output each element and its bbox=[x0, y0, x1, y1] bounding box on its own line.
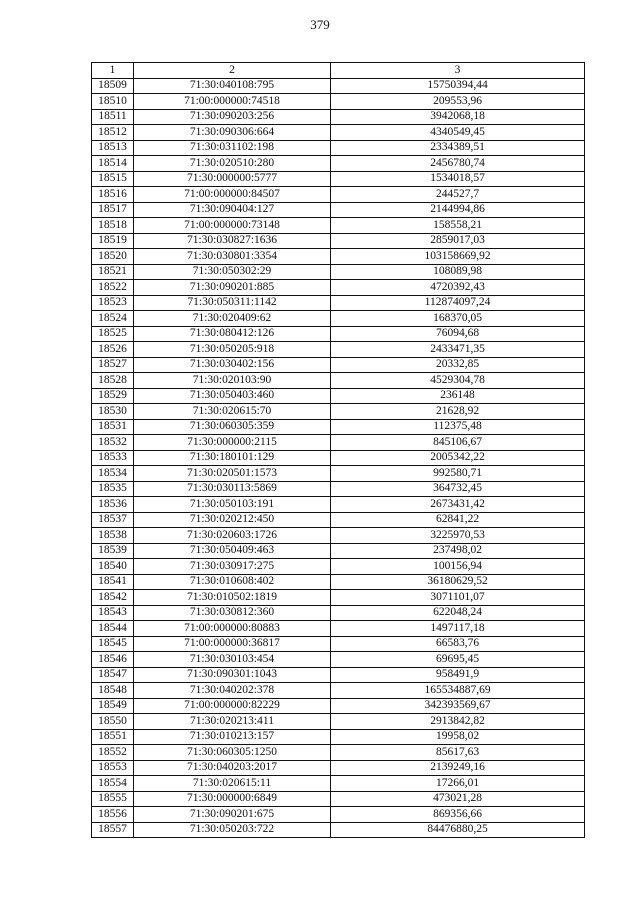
row-number-cell: 18517 bbox=[92, 202, 134, 218]
table-row bbox=[92, 342, 585, 358]
value-cell: 62841,22 bbox=[331, 512, 585, 528]
cadastral-number-cell: 71:30:010502:1819 bbox=[134, 590, 331, 606]
row-number-cell: 18540 bbox=[92, 559, 134, 575]
cadastral-number-cell: 71:30:090201:675 bbox=[134, 807, 331, 823]
row-number-cell: 18529 bbox=[92, 388, 134, 404]
value-cell: 100156,94 bbox=[331, 559, 585, 575]
row-number-cell: 18555 bbox=[92, 791, 134, 807]
cadastral-number-cell: 71:00:000000:82229 bbox=[134, 698, 331, 714]
table-row bbox=[92, 295, 585, 311]
table-row bbox=[92, 574, 585, 590]
page-number: 379 bbox=[310, 17, 330, 32]
cadastral-number-cell: 71:30:031102:198 bbox=[134, 140, 331, 156]
table-row bbox=[92, 760, 585, 776]
column-header: 1 bbox=[92, 63, 134, 79]
row-number-cell: 18543 bbox=[92, 605, 134, 621]
table-row bbox=[92, 404, 585, 420]
cadastral-number-cell: 71:30:020501:1573 bbox=[134, 466, 331, 482]
table-row bbox=[92, 652, 585, 668]
row-number-cell: 18535 bbox=[92, 481, 134, 497]
row-number-cell: 18512 bbox=[92, 125, 134, 141]
value-cell: 17266,01 bbox=[331, 776, 585, 792]
value-cell: 1534018,57 bbox=[331, 171, 585, 187]
cadastral-number-cell: 71:30:030827:1636 bbox=[134, 233, 331, 249]
cadastral-number-cell: 71:30:030812:360 bbox=[134, 605, 331, 621]
row-number-cell: 18557 bbox=[92, 822, 134, 838]
cadastral-number-cell: 71:00:000000:36817 bbox=[134, 636, 331, 652]
cadastral-number-cell: 71:30:050311:1142 bbox=[134, 295, 331, 311]
value-cell: 2673431,42 bbox=[331, 497, 585, 513]
cadastral-number-cell: 71:30:000000:5777 bbox=[134, 171, 331, 187]
value-cell: 3942068,18 bbox=[331, 109, 585, 125]
cadastral-number-cell: 71:00:000000:80883 bbox=[134, 621, 331, 637]
table-row bbox=[92, 621, 585, 637]
row-number-cell: 18510 bbox=[92, 94, 134, 110]
value-cell: 76094,68 bbox=[331, 326, 585, 342]
value-cell: 20332,85 bbox=[331, 357, 585, 373]
value-cell: 209553,96 bbox=[331, 94, 585, 110]
cadastral-number-cell: 71:30:180101:129 bbox=[134, 450, 331, 466]
row-number-cell: 18542 bbox=[92, 590, 134, 606]
table-row bbox=[92, 218, 585, 234]
table-row bbox=[92, 326, 585, 342]
data-table bbox=[91, 62, 585, 838]
cadastral-number-cell: 71:30:040203:2017 bbox=[134, 760, 331, 776]
value-cell: 84476880,25 bbox=[331, 822, 585, 838]
cadastral-number-cell: 71:30:030917:275 bbox=[134, 559, 331, 575]
value-cell: 869356,66 bbox=[331, 807, 585, 823]
table-row bbox=[92, 822, 585, 838]
value-cell: 19958,02 bbox=[331, 729, 585, 745]
row-number-cell: 18547 bbox=[92, 667, 134, 683]
row-number-cell: 18537 bbox=[92, 512, 134, 528]
table-body bbox=[92, 78, 585, 838]
cadastral-number-cell: 71:30:090404:127 bbox=[134, 202, 331, 218]
row-number-cell: 18519 bbox=[92, 233, 134, 249]
cadastral-number-cell: 71:30:020615:11 bbox=[134, 776, 331, 792]
cadastral-number-cell: 71:00:000000:84507 bbox=[134, 187, 331, 203]
table-row bbox=[92, 745, 585, 761]
table-row bbox=[92, 435, 585, 451]
table-row bbox=[92, 202, 585, 218]
cadastral-number-cell: 71:30:000000:2115 bbox=[134, 435, 331, 451]
row-number-cell: 18527 bbox=[92, 357, 134, 373]
value-cell: 992580,71 bbox=[331, 466, 585, 482]
value-cell: 4720392,43 bbox=[331, 280, 585, 296]
table-row bbox=[92, 559, 585, 575]
value-cell: 112375,48 bbox=[331, 419, 585, 435]
value-cell: 2433471,35 bbox=[331, 342, 585, 358]
column-header: 3 bbox=[331, 63, 585, 79]
row-number-cell: 18551 bbox=[92, 729, 134, 745]
table-row bbox=[92, 450, 585, 466]
value-cell: 2913842,82 bbox=[331, 714, 585, 730]
table-row bbox=[92, 78, 585, 94]
cadastral-number-cell: 71:30:030113:5869 bbox=[134, 481, 331, 497]
row-number-cell: 18532 bbox=[92, 435, 134, 451]
value-cell: 244527,7 bbox=[331, 187, 585, 203]
cadastral-number-cell: 71:30:020615:70 bbox=[134, 404, 331, 420]
cadastral-number-cell: 71:30:090201:885 bbox=[134, 280, 331, 296]
value-cell: 3071101,07 bbox=[331, 590, 585, 606]
table-row bbox=[92, 729, 585, 745]
row-number-cell: 18553 bbox=[92, 760, 134, 776]
value-cell: 66583,76 bbox=[331, 636, 585, 652]
value-cell: 237498,02 bbox=[331, 543, 585, 559]
cadastral-number-cell: 71:30:060305:1250 bbox=[134, 745, 331, 761]
row-number-cell: 18520 bbox=[92, 249, 134, 265]
cadastral-number-cell: 71:30:000000:6849 bbox=[134, 791, 331, 807]
cadastral-number-cell: 71:30:020409:62 bbox=[134, 311, 331, 327]
value-cell: 15750394,44 bbox=[331, 78, 585, 94]
row-number-cell: 18536 bbox=[92, 497, 134, 513]
value-cell: 845106,67 bbox=[331, 435, 585, 451]
table-row bbox=[92, 171, 585, 187]
cadastral-number-cell: 71:30:020103:90 bbox=[134, 373, 331, 389]
cadastral-number-cell: 71:30:050403:460 bbox=[134, 388, 331, 404]
row-number-cell: 18528 bbox=[92, 373, 134, 389]
row-number-cell: 18554 bbox=[92, 776, 134, 792]
cadastral-number-cell: 71:30:020603:1726 bbox=[134, 528, 331, 544]
row-number-cell: 18539 bbox=[92, 543, 134, 559]
value-cell: 1497117,18 bbox=[331, 621, 585, 637]
value-cell: 2859017,03 bbox=[331, 233, 585, 249]
row-number-cell: 18522 bbox=[92, 280, 134, 296]
table-row bbox=[92, 94, 585, 110]
cadastral-number-cell: 71:30:030103:454 bbox=[134, 652, 331, 668]
table-row bbox=[92, 776, 585, 792]
value-cell: 158558,21 bbox=[331, 218, 585, 234]
row-number-cell: 18515 bbox=[92, 171, 134, 187]
table-row bbox=[92, 528, 585, 544]
cadastral-number-cell: 71:30:050205:918 bbox=[134, 342, 331, 358]
row-number-cell: 18550 bbox=[92, 714, 134, 730]
table-row bbox=[92, 791, 585, 807]
table-row bbox=[92, 466, 585, 482]
table-row bbox=[92, 605, 585, 621]
row-number-cell: 18516 bbox=[92, 187, 134, 203]
row-number-cell: 18524 bbox=[92, 311, 134, 327]
row-number-cell: 18518 bbox=[92, 218, 134, 234]
cadastral-number-cell: 71:30:090203:256 bbox=[134, 109, 331, 125]
table-row bbox=[92, 698, 585, 714]
table-header-row bbox=[92, 63, 585, 79]
cadastral-number-cell: 71:30:020213:411 bbox=[134, 714, 331, 730]
row-number-cell: 18541 bbox=[92, 574, 134, 590]
cadastral-number-cell: 71:30:060305:359 bbox=[134, 419, 331, 435]
row-number-cell: 18514 bbox=[92, 156, 134, 172]
table-row bbox=[92, 543, 585, 559]
cadastral-number-cell: 71:30:090301:1043 bbox=[134, 667, 331, 683]
table-row bbox=[92, 590, 585, 606]
row-number-cell: 18521 bbox=[92, 264, 134, 280]
cadastral-number-cell: 71:30:050203:722 bbox=[134, 822, 331, 838]
row-number-cell: 18538 bbox=[92, 528, 134, 544]
table-row bbox=[92, 807, 585, 823]
value-cell: 4340549,45 bbox=[331, 125, 585, 141]
table-row bbox=[92, 249, 585, 265]
cadastral-number-cell: 71:30:010608:402 bbox=[134, 574, 331, 590]
row-number-cell: 18509 bbox=[92, 78, 134, 94]
row-number-cell: 18523 bbox=[92, 295, 134, 311]
cadastral-number-cell: 71:30:050302:29 bbox=[134, 264, 331, 280]
value-cell: 364732,45 bbox=[331, 481, 585, 497]
value-cell: 165534887,69 bbox=[331, 683, 585, 699]
table-row bbox=[92, 140, 585, 156]
table-row bbox=[92, 125, 585, 141]
cadastral-number-cell: 71:30:040108:795 bbox=[134, 78, 331, 94]
value-cell: 21628,92 bbox=[331, 404, 585, 420]
cadastral-number-cell: 71:30:030801:3354 bbox=[134, 249, 331, 265]
row-number-cell: 18548 bbox=[92, 683, 134, 699]
table-row bbox=[92, 264, 585, 280]
value-cell: 108089,98 bbox=[331, 264, 585, 280]
table-row bbox=[92, 683, 585, 699]
table-row bbox=[92, 373, 585, 389]
table-row bbox=[92, 311, 585, 327]
cadastral-number-cell: 71:30:050103:191 bbox=[134, 497, 331, 513]
table-row bbox=[92, 512, 585, 528]
cadastral-number-cell: 71:30:010213:157 bbox=[134, 729, 331, 745]
row-number-cell: 18534 bbox=[92, 466, 134, 482]
value-cell: 622048,24 bbox=[331, 605, 585, 621]
cadastral-number-cell: 71:30:050409:463 bbox=[134, 543, 331, 559]
table-row bbox=[92, 109, 585, 125]
row-number-cell: 18545 bbox=[92, 636, 134, 652]
value-cell: 473021,28 bbox=[331, 791, 585, 807]
table-row bbox=[92, 187, 585, 203]
value-cell: 2139249,16 bbox=[331, 760, 585, 776]
table-row bbox=[92, 667, 585, 683]
value-cell: 168370,05 bbox=[331, 311, 585, 327]
column-header: 2 bbox=[134, 63, 331, 79]
row-number-cell: 18530 bbox=[92, 404, 134, 420]
table-row bbox=[92, 419, 585, 435]
value-cell: 958491,9 bbox=[331, 667, 585, 683]
value-cell: 342393569,67 bbox=[331, 698, 585, 714]
row-number-cell: 18549 bbox=[92, 698, 134, 714]
row-number-cell: 18531 bbox=[92, 419, 134, 435]
cadastral-number-cell: 71:30:020510:280 bbox=[134, 156, 331, 172]
value-cell: 2456780,74 bbox=[331, 156, 585, 172]
value-cell: 69695,45 bbox=[331, 652, 585, 668]
table-row bbox=[92, 714, 585, 730]
value-cell: 4529304,78 bbox=[331, 373, 585, 389]
table-row bbox=[92, 233, 585, 249]
row-number-cell: 18526 bbox=[92, 342, 134, 358]
cadastral-number-cell: 71:30:030402:156 bbox=[134, 357, 331, 373]
row-number-cell: 18546 bbox=[92, 652, 134, 668]
value-cell: 3225970,53 bbox=[331, 528, 585, 544]
value-cell: 2144994,86 bbox=[331, 202, 585, 218]
cadastral-number-cell: 71:00:000000:73148 bbox=[134, 218, 331, 234]
value-cell: 85617,63 bbox=[331, 745, 585, 761]
row-number-cell: 18513 bbox=[92, 140, 134, 156]
table-row bbox=[92, 636, 585, 652]
value-cell: 2005342,22 bbox=[331, 450, 585, 466]
value-cell: 236148 bbox=[331, 388, 585, 404]
table-row bbox=[92, 481, 585, 497]
row-number-cell: 18552 bbox=[92, 745, 134, 761]
cadastral-number-cell: 71:00:000000:74518 bbox=[134, 94, 331, 110]
row-number-cell: 18556 bbox=[92, 807, 134, 823]
row-number-cell: 18525 bbox=[92, 326, 134, 342]
cadastral-number-cell: 71:30:020212:450 bbox=[134, 512, 331, 528]
cadastral-number-cell: 71:30:090306:664 bbox=[134, 125, 331, 141]
value-cell: 103158669,92 bbox=[331, 249, 585, 265]
table-row bbox=[92, 357, 585, 373]
value-cell: 112874097,24 bbox=[331, 295, 585, 311]
cadastral-number-cell: 71:30:080412:126 bbox=[134, 326, 331, 342]
row-number-cell: 18533 bbox=[92, 450, 134, 466]
row-number-cell: 18511 bbox=[92, 109, 134, 125]
value-cell: 2334389,51 bbox=[331, 140, 585, 156]
row-number-cell: 18544 bbox=[92, 621, 134, 637]
table-row bbox=[92, 388, 585, 404]
table-row bbox=[92, 156, 585, 172]
table-row bbox=[92, 497, 585, 513]
table-row bbox=[92, 280, 585, 296]
value-cell: 36180629,52 bbox=[331, 574, 585, 590]
cadastral-number-cell: 71:30:040202:378 bbox=[134, 683, 331, 699]
